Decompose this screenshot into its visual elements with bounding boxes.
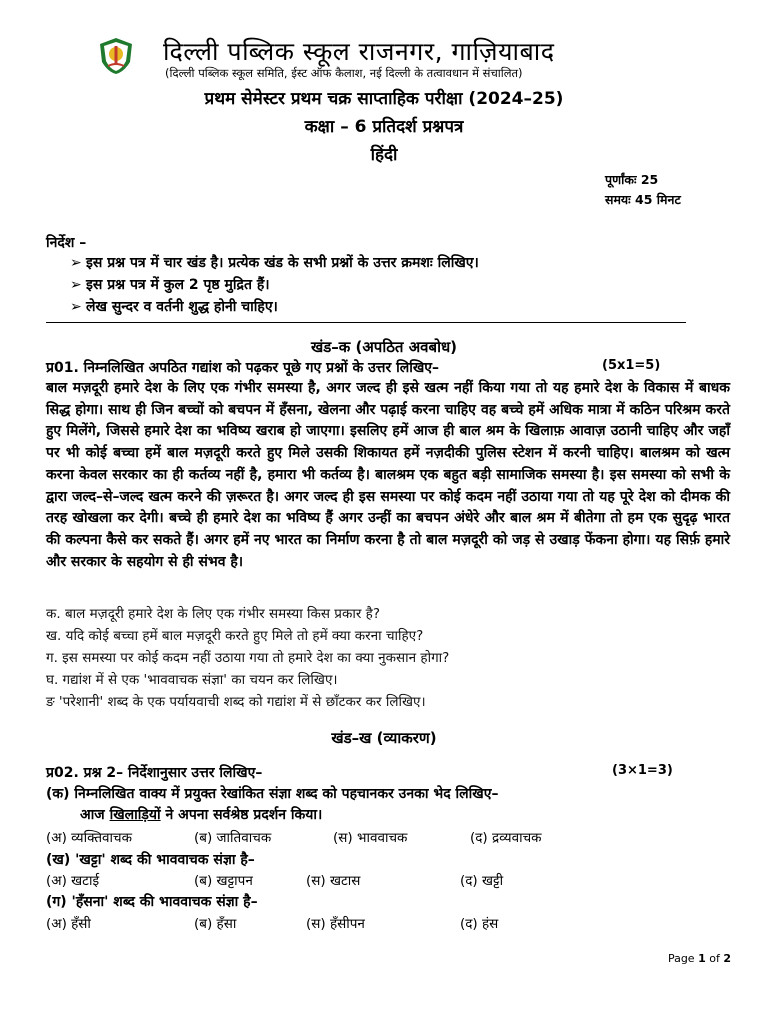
option: (ब) हँसा xyxy=(194,916,237,932)
option: (ब) जातिवाचक xyxy=(194,830,272,846)
option: (अ) खटाई xyxy=(46,873,100,889)
option: (द) हंस xyxy=(460,916,499,932)
option: (स) खटास xyxy=(306,873,361,889)
instruction-item: ➢ इस प्रश्न पत्र में चार खंड है। प्रत्येक खंड के सभी प्रश्नों के उत्तर क्रमशः लिखिए। xyxy=(70,255,479,271)
divider xyxy=(46,322,686,323)
question-2a-text: (क) निम्नलिखित वाक्य में प्रयुक्त रेखांकित संज्ञा शब्द को पहचानकर उनका भेद लिखिए– xyxy=(46,786,499,802)
option: (अ) व्यक्तिवाचक xyxy=(46,830,132,846)
unseen-passage: बाल मज़दूरी हमारे देश के लिए एक गंभीर समस्या है, अगर जल्द ही इसे खत्म नहीं किया गया तो यह हमारे देश के विकास में बाधक सिद्ध होगा। साथ ही जिन बच्चों को बचपन में हँसना, खेलना और पढ़ाई करना चाहिए वह बच्चे हमें अधिक मात्रा में कठिन परिश्रम करते हुए मिलेंगे, जिससे हमारे देश का भविष्य खराब हो जाएगा। इसलिए हमें आज ही बाल श्रम के खिलाफ़ आवाज़ उठानी चाहिए और जहाँ पर भी कोई बच्चा हमें बाल मज़दूरी करते हुए मिले उसकी शिकायत हमें नज़दीकी पुलिस स्टेशन में करनी चाहिए। बालश्रम को खत्म करना केवल सरकार का ही कर्तव्य नहीं है, हमारा भी कर्तव्य है। बालश्रम एक बहुत बड़ी सामाजिक समस्या है। इस समस्या को सभी के द्वारा जल्द–से–जल्द खत्म करने की ज़रूरत है। अगर जल्द ही इस समस्या पर कोई कदम नहीं उठाया गया तो यह पूरे देश को दीमक की तरह खोखला कर देगी। बच्चे ही हमारे देश का भविष्य हैं अगर उन्हीं का बचपन अंधेरे और बाल श्रम में बीतेगा तो हम एक सुदृढ़ भारत की कल्पना कैसे कर सकते हैं। अगर हमें नए भारत का निर्माण करना है तो बाल मज़दूरी को जड़ से उखाड़ फेंकना होगा। यह सिर्फ़ हमारे और सरकार के सहयोग से ही संभव है। xyxy=(46,380,730,570)
section-b-heading: खंड–ख (व्याकरण) xyxy=(331,729,437,747)
instruction-item: ➢ इस प्रश्न पत्र में कुल 2 पृष्ठ मुद्रित हैं। xyxy=(70,277,270,293)
option: (अ) हँसी xyxy=(46,916,91,932)
underlined-noun: खिलाड़ियों xyxy=(109,807,161,823)
sub-question: घ. गद्यांश में से एक 'भाववाचक संज्ञा' का चयन कर लिखिए। xyxy=(46,672,338,688)
option: (द) द्रव्यवाचक xyxy=(470,830,542,846)
class-title: कक्षा – 6 प्रतिदर्श प्रश्नपत्र xyxy=(304,117,464,137)
sub-question: ङ 'परेशानी' शब्द के एक पर्यायवाची शब्द को गद्यांश में से छाँटकर कर लिखिए। xyxy=(46,694,426,710)
option: (द) खट्टी xyxy=(460,873,504,889)
sub-question: क. बाल मज़दूरी हमारे देश के लिए एक गंभीर समस्या किस प्रकार है? xyxy=(46,606,380,622)
sub-question: ख. यदि कोई बच्चा हमें बाल मज़दूरी करते हुए मिले तो हमें क्या करना चाहिए? xyxy=(46,628,424,644)
question-2b-options xyxy=(46,871,746,891)
subject-title: हिंदी xyxy=(370,145,398,165)
question-2-text: प्र02. प्रश्न 2– निर्देशानुसार उत्तर लिखिए– xyxy=(46,765,263,781)
school-name: दिल्ली पब्लिक स्कूल राजनगर, गाज़ियाबाद xyxy=(163,37,555,66)
instructions-heading: निर्देश – xyxy=(46,235,87,251)
max-marks: पूर्णांकः 25 xyxy=(605,172,659,187)
question-2c-text: (ग) 'हँसना' शब्द की भाववाचक संज्ञा है– xyxy=(46,894,258,910)
school-crest-icon xyxy=(96,36,136,76)
time-allowed: समयः 45 मिनट xyxy=(605,192,681,207)
question-2-marks: (3×1=3) xyxy=(612,763,673,778)
option: (स) भाववाचक xyxy=(333,830,408,846)
instruction-item: ➢ लेख सुन्दर व वर्तनी शुद्ध होनी चाहिए। xyxy=(70,299,278,315)
question-2a-options xyxy=(46,828,746,848)
school-subtitle: (दिल्ली पब्लिक स्कूल समिति, ईस्ट ऑफ कैलाश, नई दिल्ली के तत्वावधान में संचालित) xyxy=(165,66,523,80)
page-number: Page 1 of 2 xyxy=(667,952,731,965)
question-1-marks: (5x1=5) xyxy=(602,358,661,373)
question-2a-sentence: आज खिलाड़ियों ने अपना सर्वश्रेष्ठ प्रदर्शन किया। xyxy=(80,807,323,823)
option: (स) हँसीपन xyxy=(306,916,365,932)
section-a-heading: खंड–क (अपठित अवबोध) xyxy=(310,338,458,356)
arrow-bullet-icon: ➢ xyxy=(70,255,82,271)
arrow-bullet-icon: ➢ xyxy=(70,277,82,293)
exam-title: प्रथम सेमेस्टर प्रथम चक्र साप्ताहिक परीक्षा (2024–25) xyxy=(204,89,564,109)
question-2b-text: (ख) 'खट्टा' शब्द की भाववाचक संज्ञा है– xyxy=(46,852,255,868)
question-1-text: प्र01. निम्नलिखित अपठित गद्यांश को पढ़कर पूछे गए प्रश्नों के उत्तर लिखिए– xyxy=(46,360,440,376)
sub-question: ग. इस समस्या पर कोई कदम नहीं उठाया गया तो हमारे देश का क्या नुकसान होगा? xyxy=(46,650,450,666)
question-2c-options xyxy=(46,914,746,934)
arrow-bullet-icon: ➢ xyxy=(70,299,82,315)
option: (ब) खट्टापन xyxy=(194,873,253,889)
